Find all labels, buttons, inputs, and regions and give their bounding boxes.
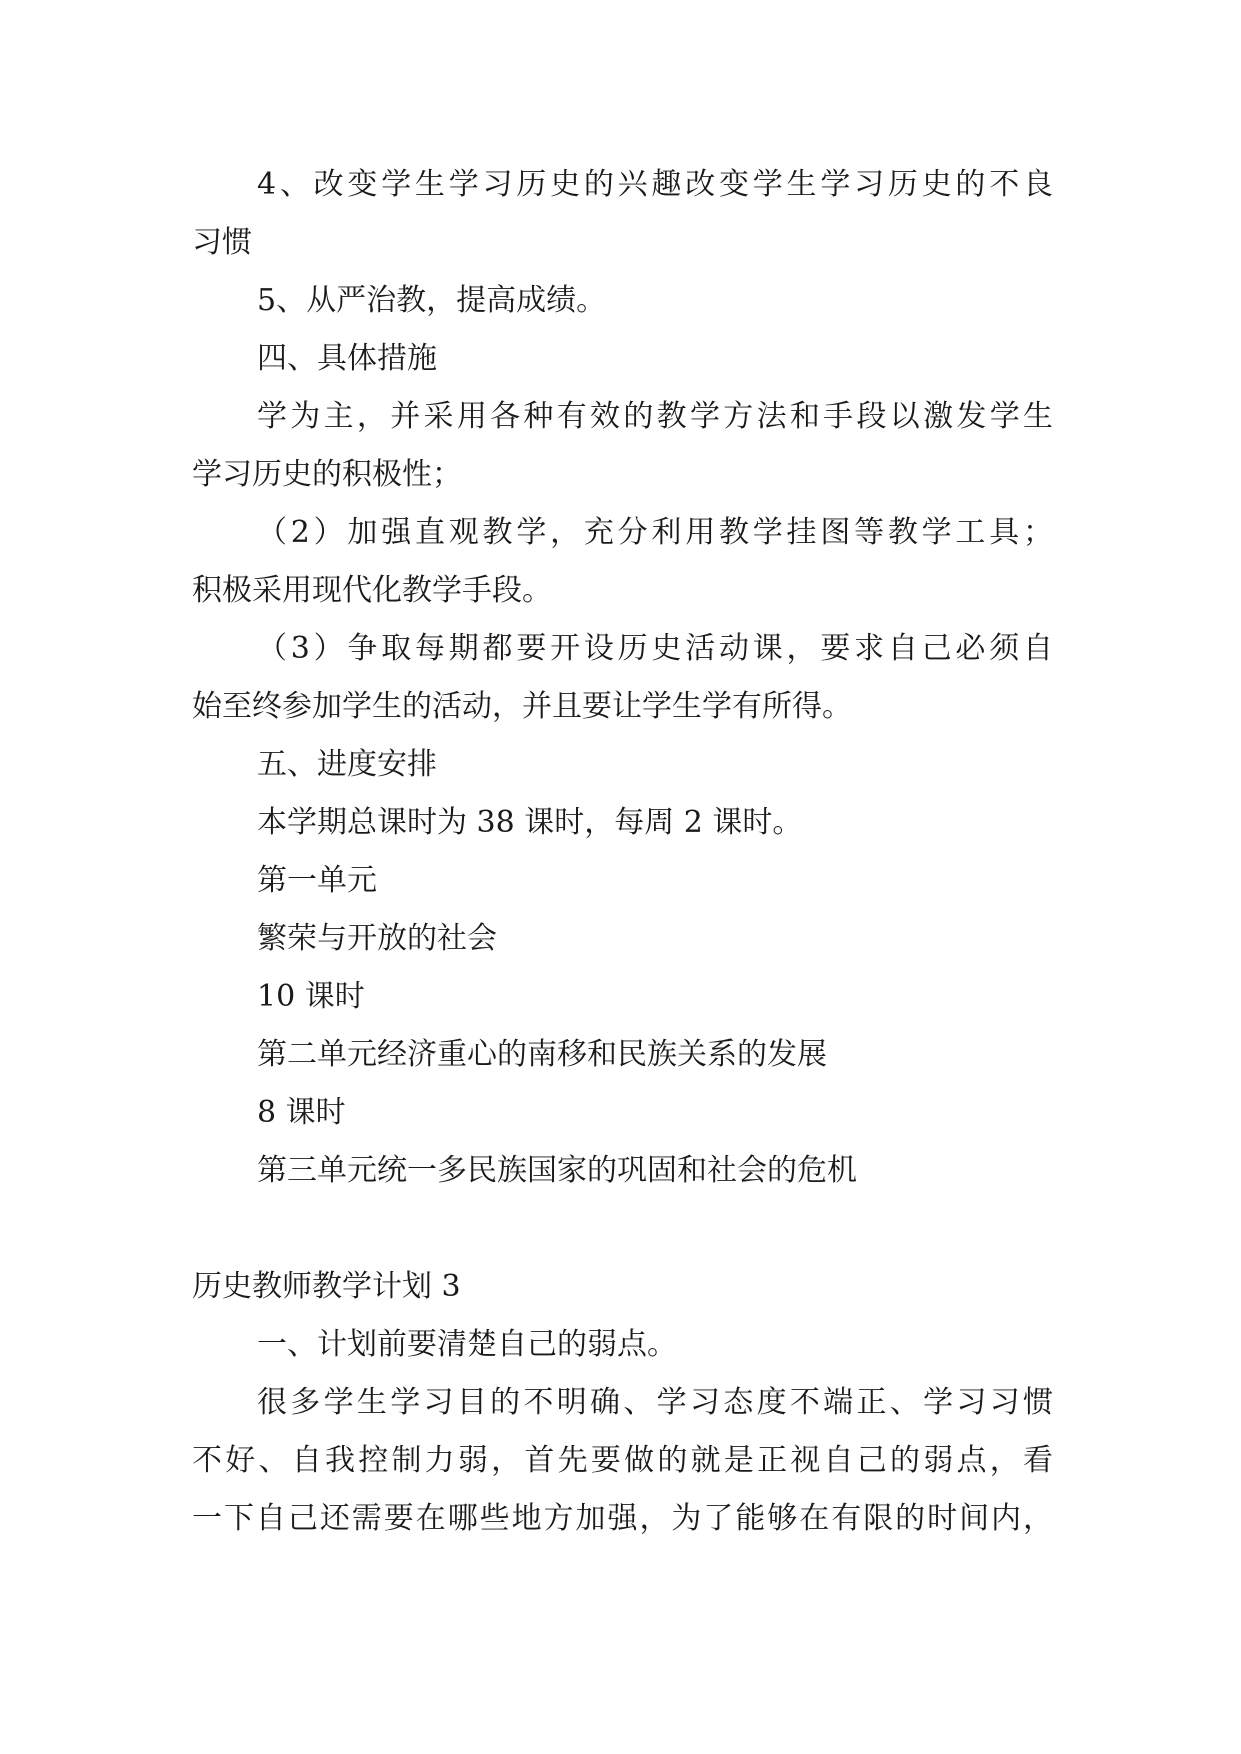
- text-line: 第二单元经济重心的南移和民族关系的发展: [257, 1037, 827, 1072]
- section-heading: 一、计划前要清楚自己的弱点。: [257, 1327, 677, 1362]
- text-line: （2）加强直观教学，充分利用教学挂图等教学工具；: [257, 515, 1053, 550]
- text-line: 4、改变学生学习历史的兴趣改变学生学习历史的不良: [257, 167, 1053, 202]
- text-line: 5、从严治教，提高成绩。: [257, 283, 607, 318]
- text-line: 本学期总课时为 38 课时，每周 2 课时。: [257, 805, 803, 840]
- section-heading: 四、具体措施: [257, 341, 437, 376]
- section-heading: 五、进度安排: [257, 747, 437, 782]
- text-line: 8 课时: [257, 1095, 346, 1130]
- text-line: 繁荣与开放的社会: [257, 921, 497, 956]
- text-line: （3）争取每期都要开设历史活动课，要求自己必须自: [257, 631, 1053, 666]
- text-line: 一下自己还需要在哪些地方加强，为了能够在有限的时间内，: [192, 1501, 1053, 1536]
- text-line: 不好、自我控制力弱，首先要做的就是正视自己的弱点，看: [192, 1443, 1053, 1478]
- text-line: 10 课时: [257, 979, 365, 1014]
- text-line: 学为主，并采用各种有效的教学方法和手段以激发学生: [257, 399, 1053, 434]
- document-title: 历史教师教学计划 3: [192, 1269, 461, 1304]
- text-line: 始至终参加学生的活动，并且要让学生学有所得。: [192, 689, 852, 724]
- text-line: 很多学生学习目的不明确、学习态度不端正、学习习惯: [257, 1385, 1053, 1420]
- text-line: 习惯: [192, 225, 252, 260]
- text-line: 学习历史的积极性；: [192, 457, 462, 492]
- text-line: 第三单元统一多民族国家的巩固和社会的危机: [257, 1153, 857, 1188]
- text-line: 积极采用现代化教学手段。: [192, 573, 552, 608]
- text-line: 第一单元: [257, 863, 377, 898]
